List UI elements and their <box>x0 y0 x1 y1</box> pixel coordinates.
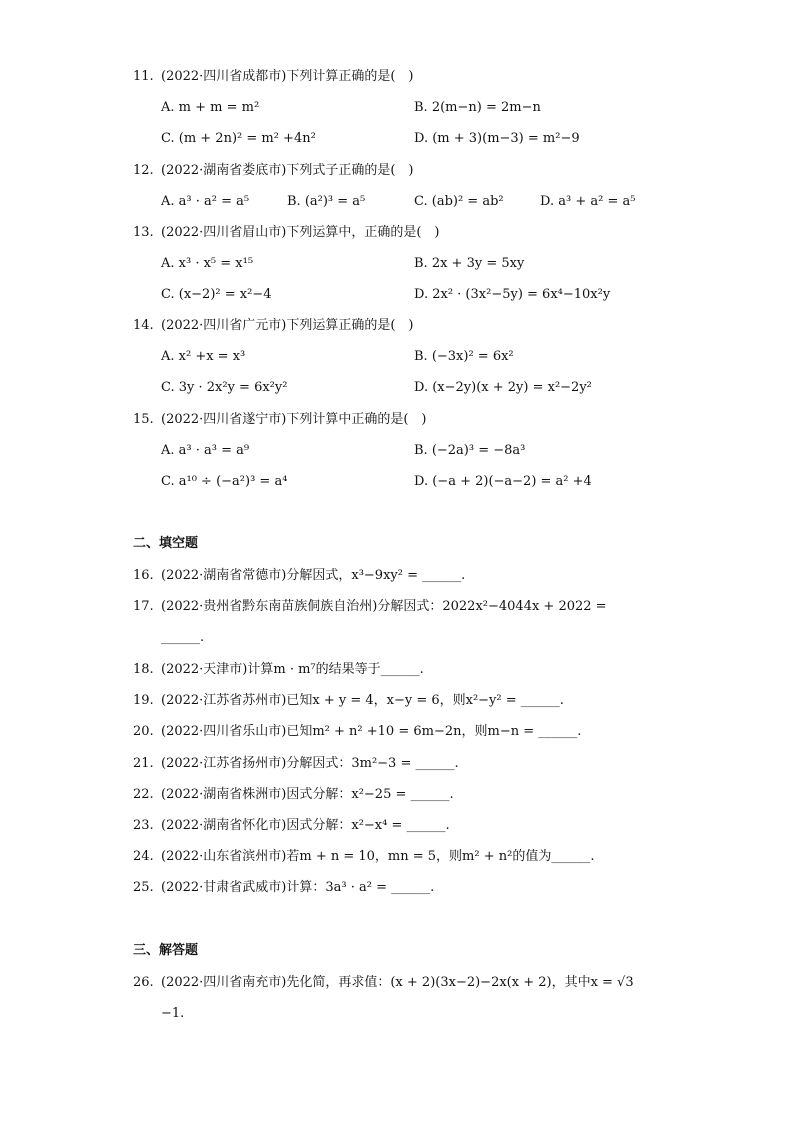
option-b: B. 2(m−n) = 2m−n <box>414 100 541 115</box>
question-continuation: ______. <box>161 630 205 645</box>
option-a: A. a³ · a³ = a⁹ <box>161 443 250 458</box>
option-d: D. (m + 3)(m−3) = m²−9 <box>414 131 580 146</box>
question-number: 14. <box>133 318 154 333</box>
question-number: 23. <box>133 818 154 833</box>
question-stem: (2022·四川省遂宁市)下列计算中正确的是( ) <box>161 412 427 427</box>
question-number: 19. <box>133 693 154 708</box>
option-b: B. (−3x)² = 6x² <box>414 349 514 364</box>
question-number: 21. <box>133 756 154 771</box>
question-number: 17. <box>133 599 154 614</box>
option-b: B. (a²)³ = a⁵ <box>287 194 366 209</box>
question-number: 20. <box>133 724 154 739</box>
option-d: D. (x−2y)(x + 2y) = x²−2y² <box>414 380 592 395</box>
question-number: 13. <box>133 225 154 240</box>
question-stem: (2022·山东省滨州市)若m + n = 10，mn = 5，则m² + n²的值为______. <box>161 849 595 864</box>
section-heading-fill-in: 二、填空题 <box>133 536 199 551</box>
option-a: A. a³ · a² = a⁵ <box>161 194 250 209</box>
question-number: 15. <box>133 412 154 427</box>
question-stem: (2022·四川省乐山市)已知m² + n² +10 = 6m−2n，则m−n = ______. <box>161 724 582 739</box>
question-stem: (2022·湖南省娄底市)下列式子正确的是( ) <box>161 163 414 178</box>
question-continuation: −1. <box>161 1006 185 1021</box>
option-d: D. a³ + a² = a⁵ <box>540 194 636 209</box>
question-stem: (2022·四川省成都市)下列计算正确的是( ) <box>161 69 414 84</box>
question-number: 12. <box>133 163 154 178</box>
question-stem: (2022·江苏省扬州市)分解因式：3m²−3 = ______. <box>161 756 459 771</box>
question-stem: (2022·四川省眉山市)下列运算中，正确的是( ) <box>161 225 440 240</box>
question-number: 26. <box>133 975 154 990</box>
option-a: A. x² +x = x³ <box>161 349 246 364</box>
question-stem: (2022·甘肃省武威市)计算：3a³ · a² = ______. <box>161 880 435 895</box>
question-stem: (2022·四川省南充市)先化简，再求值：(x + 2)(3x−2)−2x(x + 2)，其中x = √3 <box>161 975 634 990</box>
option-c: C. a¹⁰ ÷ (−a²)³ = a⁴ <box>161 474 288 489</box>
question-stem: (2022·湖南省常德市)分解因式，x³−9xy² = ______. <box>161 568 466 583</box>
question-stem: (2022·四川省广元市)下列运算正确的是( ) <box>161 318 414 333</box>
question-number: 18. <box>133 662 154 677</box>
question-stem: (2022·湖南省怀化市)因式分解：x²−x⁴ = ______. <box>161 818 450 833</box>
option-b: B. 2x + 3y = 5xy <box>414 256 525 271</box>
option-c: C. 3y · 2x²y = 6x²y² <box>161 380 288 395</box>
question-stem: (2022·贵州省黔东南苗族侗族自治州)分解因式：2022x²−4044x + 2022 = <box>161 599 607 614</box>
option-c: C. (ab)² = ab² <box>414 194 504 209</box>
question-number: 24. <box>133 849 154 864</box>
question-number: 11. <box>133 69 154 84</box>
option-c: C. (m + 2n)² = m² +4n² <box>161 131 316 146</box>
option-b: B. (−2a)³ = −8a³ <box>414 443 526 458</box>
question-stem: (2022·天津市)计算m · m⁷的结果等于______. <box>161 662 424 677</box>
option-a: A. x³ · x⁵ = x¹⁵ <box>161 256 254 271</box>
section-heading-answer: 三、解答题 <box>133 943 199 958</box>
option-a: A. m + m = m² <box>161 100 260 115</box>
option-d: D. (−a + 2)(−a−2) = a² +4 <box>414 474 592 489</box>
option-d: D. 2x² · (3x²−5y) = 6x⁴−10x²y <box>414 287 611 302</box>
question-number: 25. <box>133 880 154 895</box>
question-stem: (2022·湖南省株洲市)因式分解：x²−25 = ______. <box>161 787 454 802</box>
question-number: 16. <box>133 568 154 583</box>
question-stem: (2022·江苏省苏州市)已知x + y = 4，x−y = 6，则x²−y² = ______. <box>161 693 564 708</box>
option-c: C. (x−2)² = x²−4 <box>161 287 272 302</box>
question-number: 22. <box>133 787 154 802</box>
